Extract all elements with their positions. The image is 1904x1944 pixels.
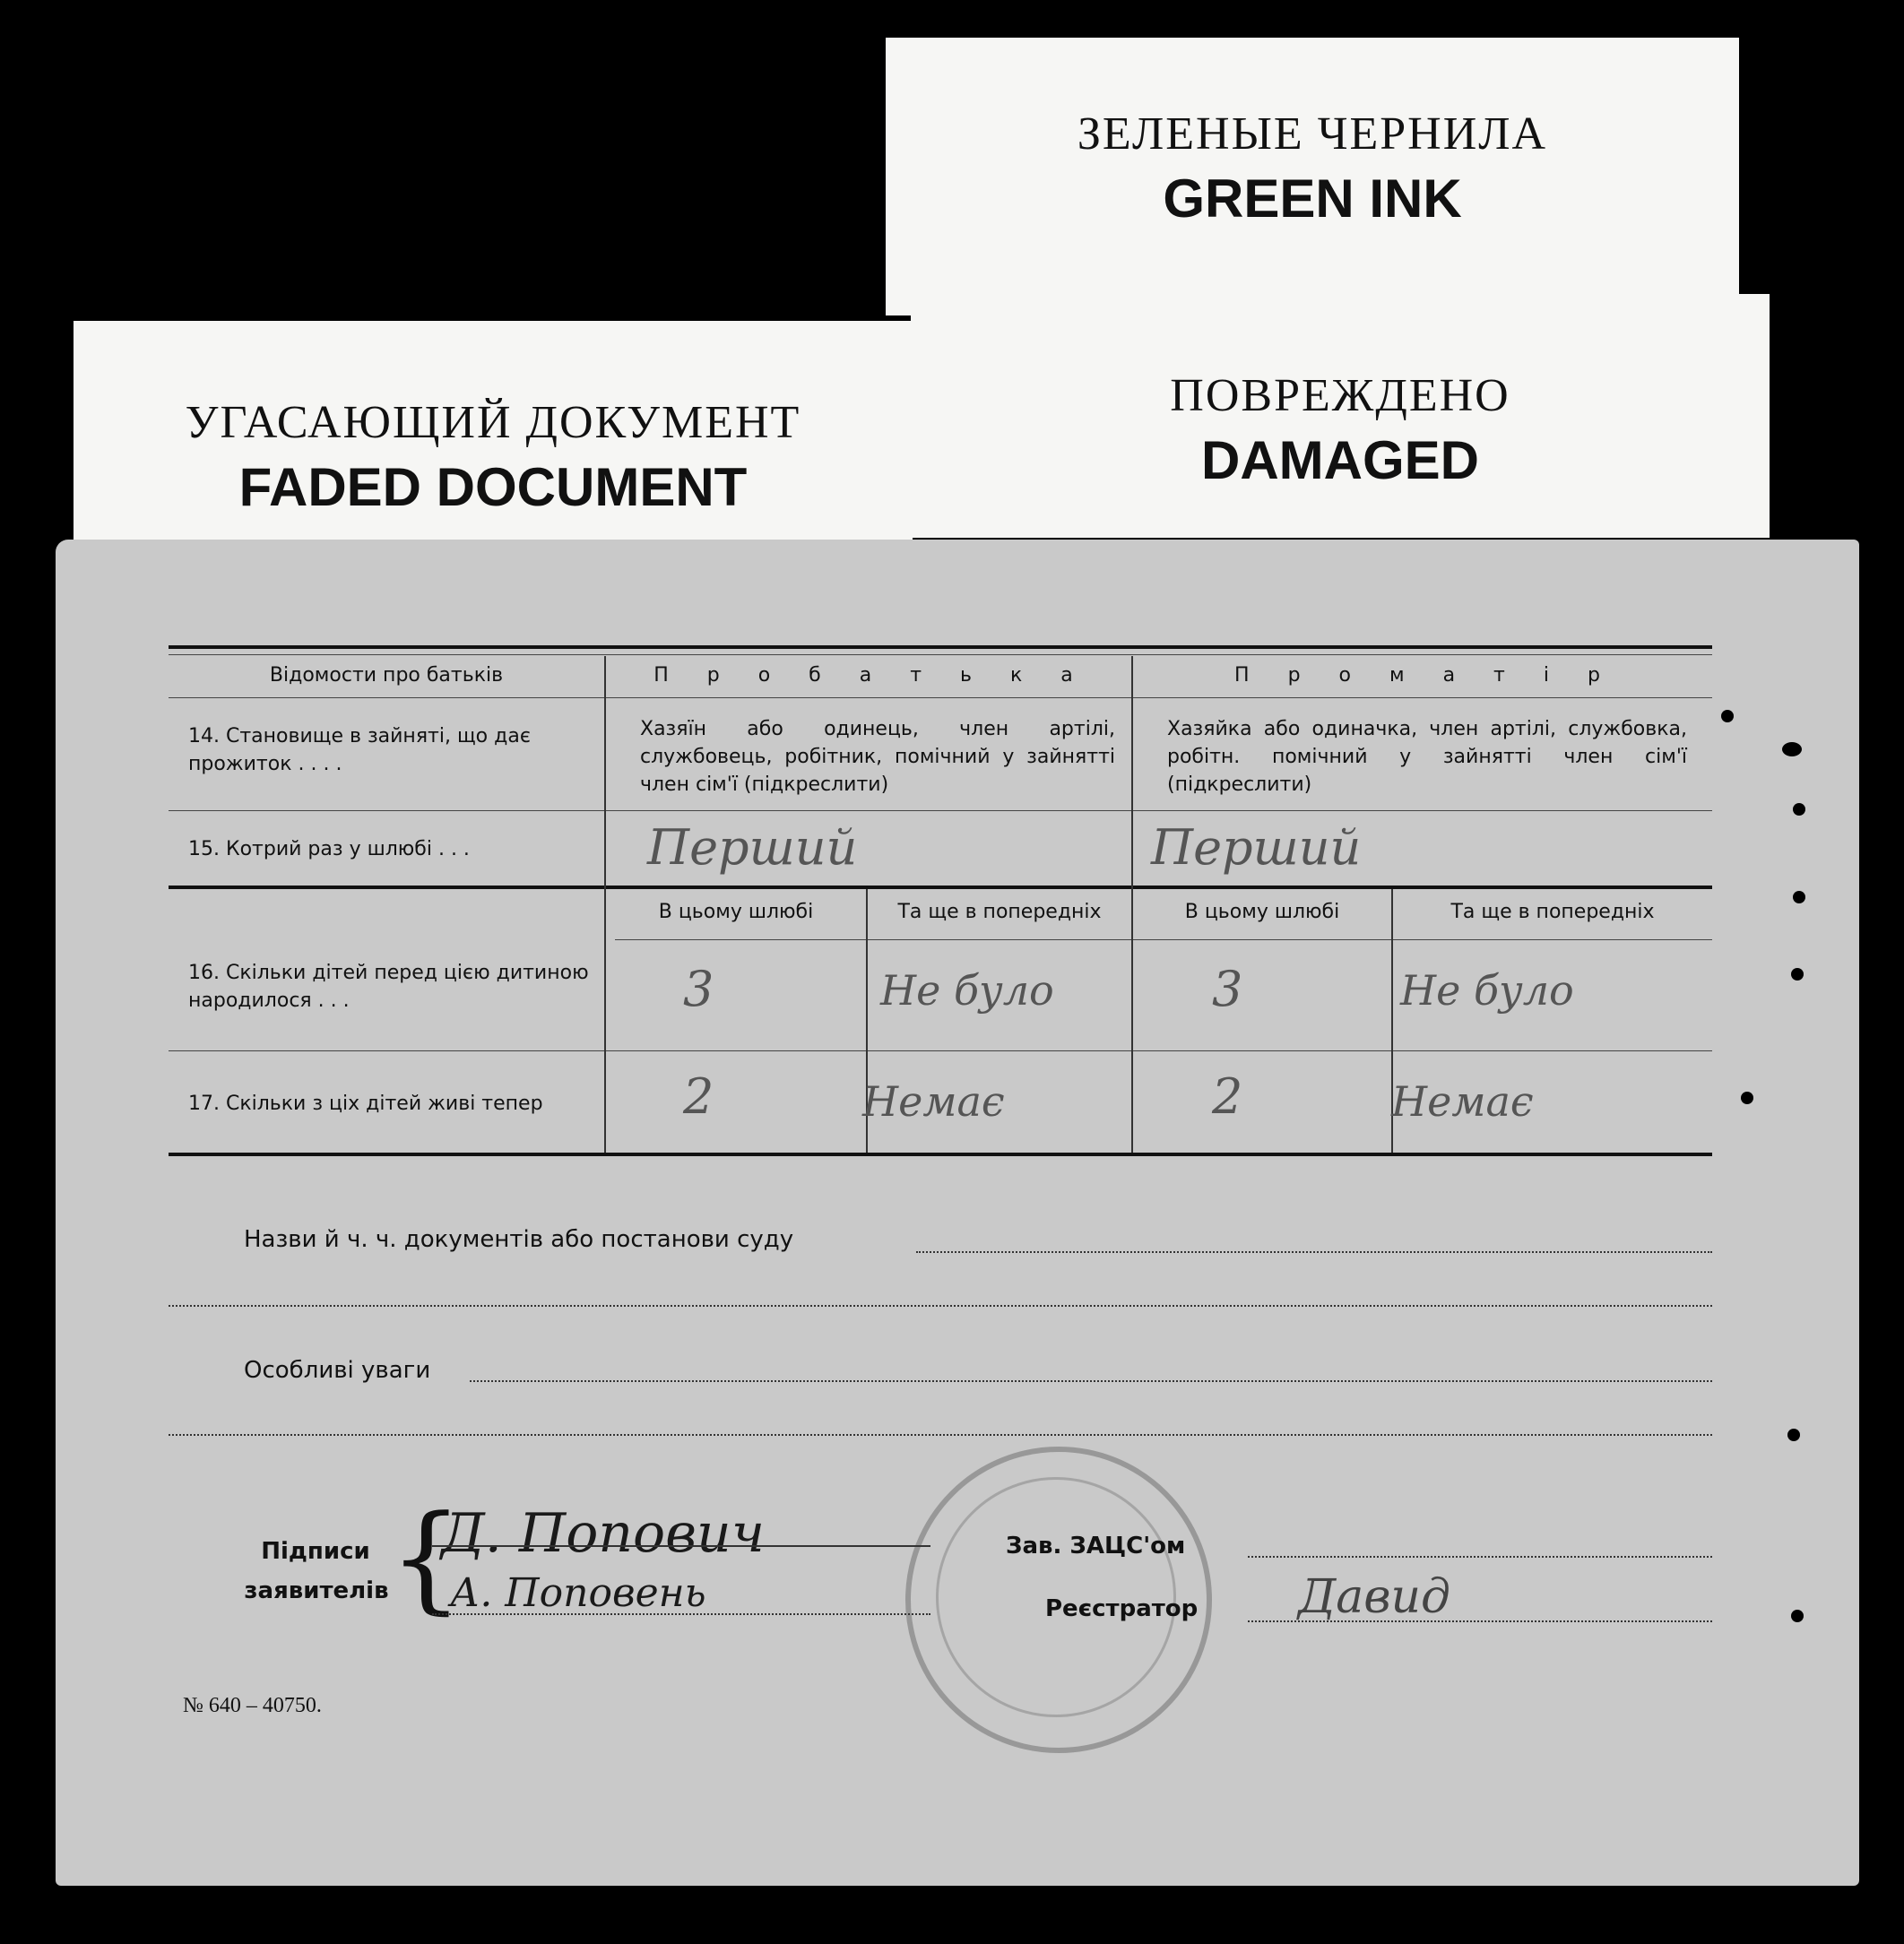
registrar-signature-line	[1248, 1620, 1712, 1622]
documents-line-2	[169, 1305, 1712, 1307]
punch-hole	[1791, 968, 1804, 981]
green-ink-tag	[886, 38, 1739, 315]
green-ink-tag-en: GREEN INK	[1163, 168, 1462, 229]
row16-mother-this: 3	[1212, 961, 1243, 1017]
registrar-label: Реєстратор	[1045, 1595, 1199, 1622]
row14-father-text: Хазяїн або одинець, член артілі, службовець, робітник, помічний у зайнятті член сім'ї (підкреслити)	[640, 718, 1115, 796]
row15-father-value: Перший	[647, 819, 858, 876]
row14-mother-text: Хазяйка або одиначка, член артілі, службовка, робітн. помічний у зайнятті член сім'ї (підкреслити)	[1167, 718, 1687, 796]
damaged-tag-ru: ПОВРЕЖДЕНО	[1170, 370, 1510, 421]
row16-label: 16. Скільки дітей перед цією дитиною народилося . . .	[188, 962, 589, 1012]
damaged-tag	[911, 294, 1770, 538]
head-of-registry-label: Зав. ЗАЦС'ом	[1006, 1533, 1186, 1560]
row16-mother-prev: Не було	[1400, 966, 1574, 1015]
documents-label: Назви й ч. ч. документів або постанови суду	[244, 1226, 794, 1253]
row14-label: 14. Становище в зайняті, що дає прожиток . . . .	[188, 725, 531, 775]
punch-hole	[1793, 891, 1805, 903]
green-ink-tag-ru: ЗЕЛЕНЫЕ ЧЕРНИЛА	[1077, 108, 1548, 160]
row15-mother-value: Перший	[1151, 819, 1362, 876]
table-top-rule-inner	[169, 654, 1712, 655]
father-in-this-marriage-header: В цьому шлюбі	[658, 901, 814, 923]
row14-divider	[169, 810, 1712, 811]
row17-father-prev: Немає	[862, 1077, 1005, 1126]
row15-divider	[169, 886, 1712, 889]
mother-in-this-marriage-header: В цьому шлюбі	[1184, 901, 1340, 923]
signature-line-1	[432, 1545, 930, 1547]
registrar-signature: Давид	[1298, 1570, 1450, 1624]
documents-line-1	[916, 1251, 1712, 1253]
row17-mother-prev: Немає	[1391, 1077, 1534, 1126]
mother-previous-header: Та ще в попередніх	[1450, 901, 1655, 923]
signature-line-2	[432, 1613, 930, 1615]
punch-hole	[1721, 710, 1734, 722]
damaged-tag-en: DAMAGED	[1201, 430, 1479, 490]
row17-father-this: 2	[683, 1068, 714, 1125]
notes-line-2	[169, 1434, 1712, 1436]
registration-form-page	[56, 540, 1859, 1886]
faded-tag-ru: УГАСАЮЩИЙ ДОКУМЕНТ	[185, 397, 801, 448]
row16-father-this: 3	[683, 961, 714, 1017]
subheader-divider	[615, 939, 1712, 940]
faded-tag-en: FADED DOCUMENT	[238, 457, 748, 517]
table-top-rule	[169, 645, 1712, 649]
table-bottom-rule	[169, 1153, 1712, 1156]
row16-father-prev: Не було	[880, 966, 1054, 1015]
punch-hole	[1791, 1610, 1804, 1622]
father-previous-header: Та ще в попередніх	[897, 901, 1102, 923]
head-signature-line	[1248, 1556, 1712, 1558]
faded-document-tag	[74, 321, 913, 563]
row15-label: 15. Котрий раз у шлюбі . . .	[188, 838, 470, 860]
notes-label: Особливі уваги	[244, 1357, 431, 1384]
applicant-signature-1: Д. Попович	[441, 1502, 766, 1565]
punch-hole	[1793, 803, 1805, 816]
header-father: П р о б а т ь к а	[653, 664, 1089, 687]
row17-mother-this: 2	[1212, 1068, 1243, 1125]
form-number: № 640 – 40750.	[183, 1694, 322, 1717]
punch-hole	[1787, 1429, 1800, 1441]
applicant-signature-2: А. Поповень	[450, 1570, 706, 1616]
signatures-brace: {	[389, 1490, 463, 1626]
header-divider	[169, 697, 1712, 698]
row17-label: 17. Скільки з ціх дітей живі тепер	[188, 1093, 543, 1115]
punch-hole	[1741, 1092, 1753, 1104]
notes-line-1	[470, 1380, 1712, 1382]
header-info: Відомости про батьків	[269, 664, 504, 687]
row16-divider	[169, 1050, 1712, 1051]
punch-hole	[1782, 742, 1802, 756]
signatures-label-line2: заявителів	[244, 1577, 389, 1604]
signatures-label-line1: Підписи	[261, 1538, 370, 1565]
header-mother: П р о м а т і р	[1234, 664, 1616, 687]
